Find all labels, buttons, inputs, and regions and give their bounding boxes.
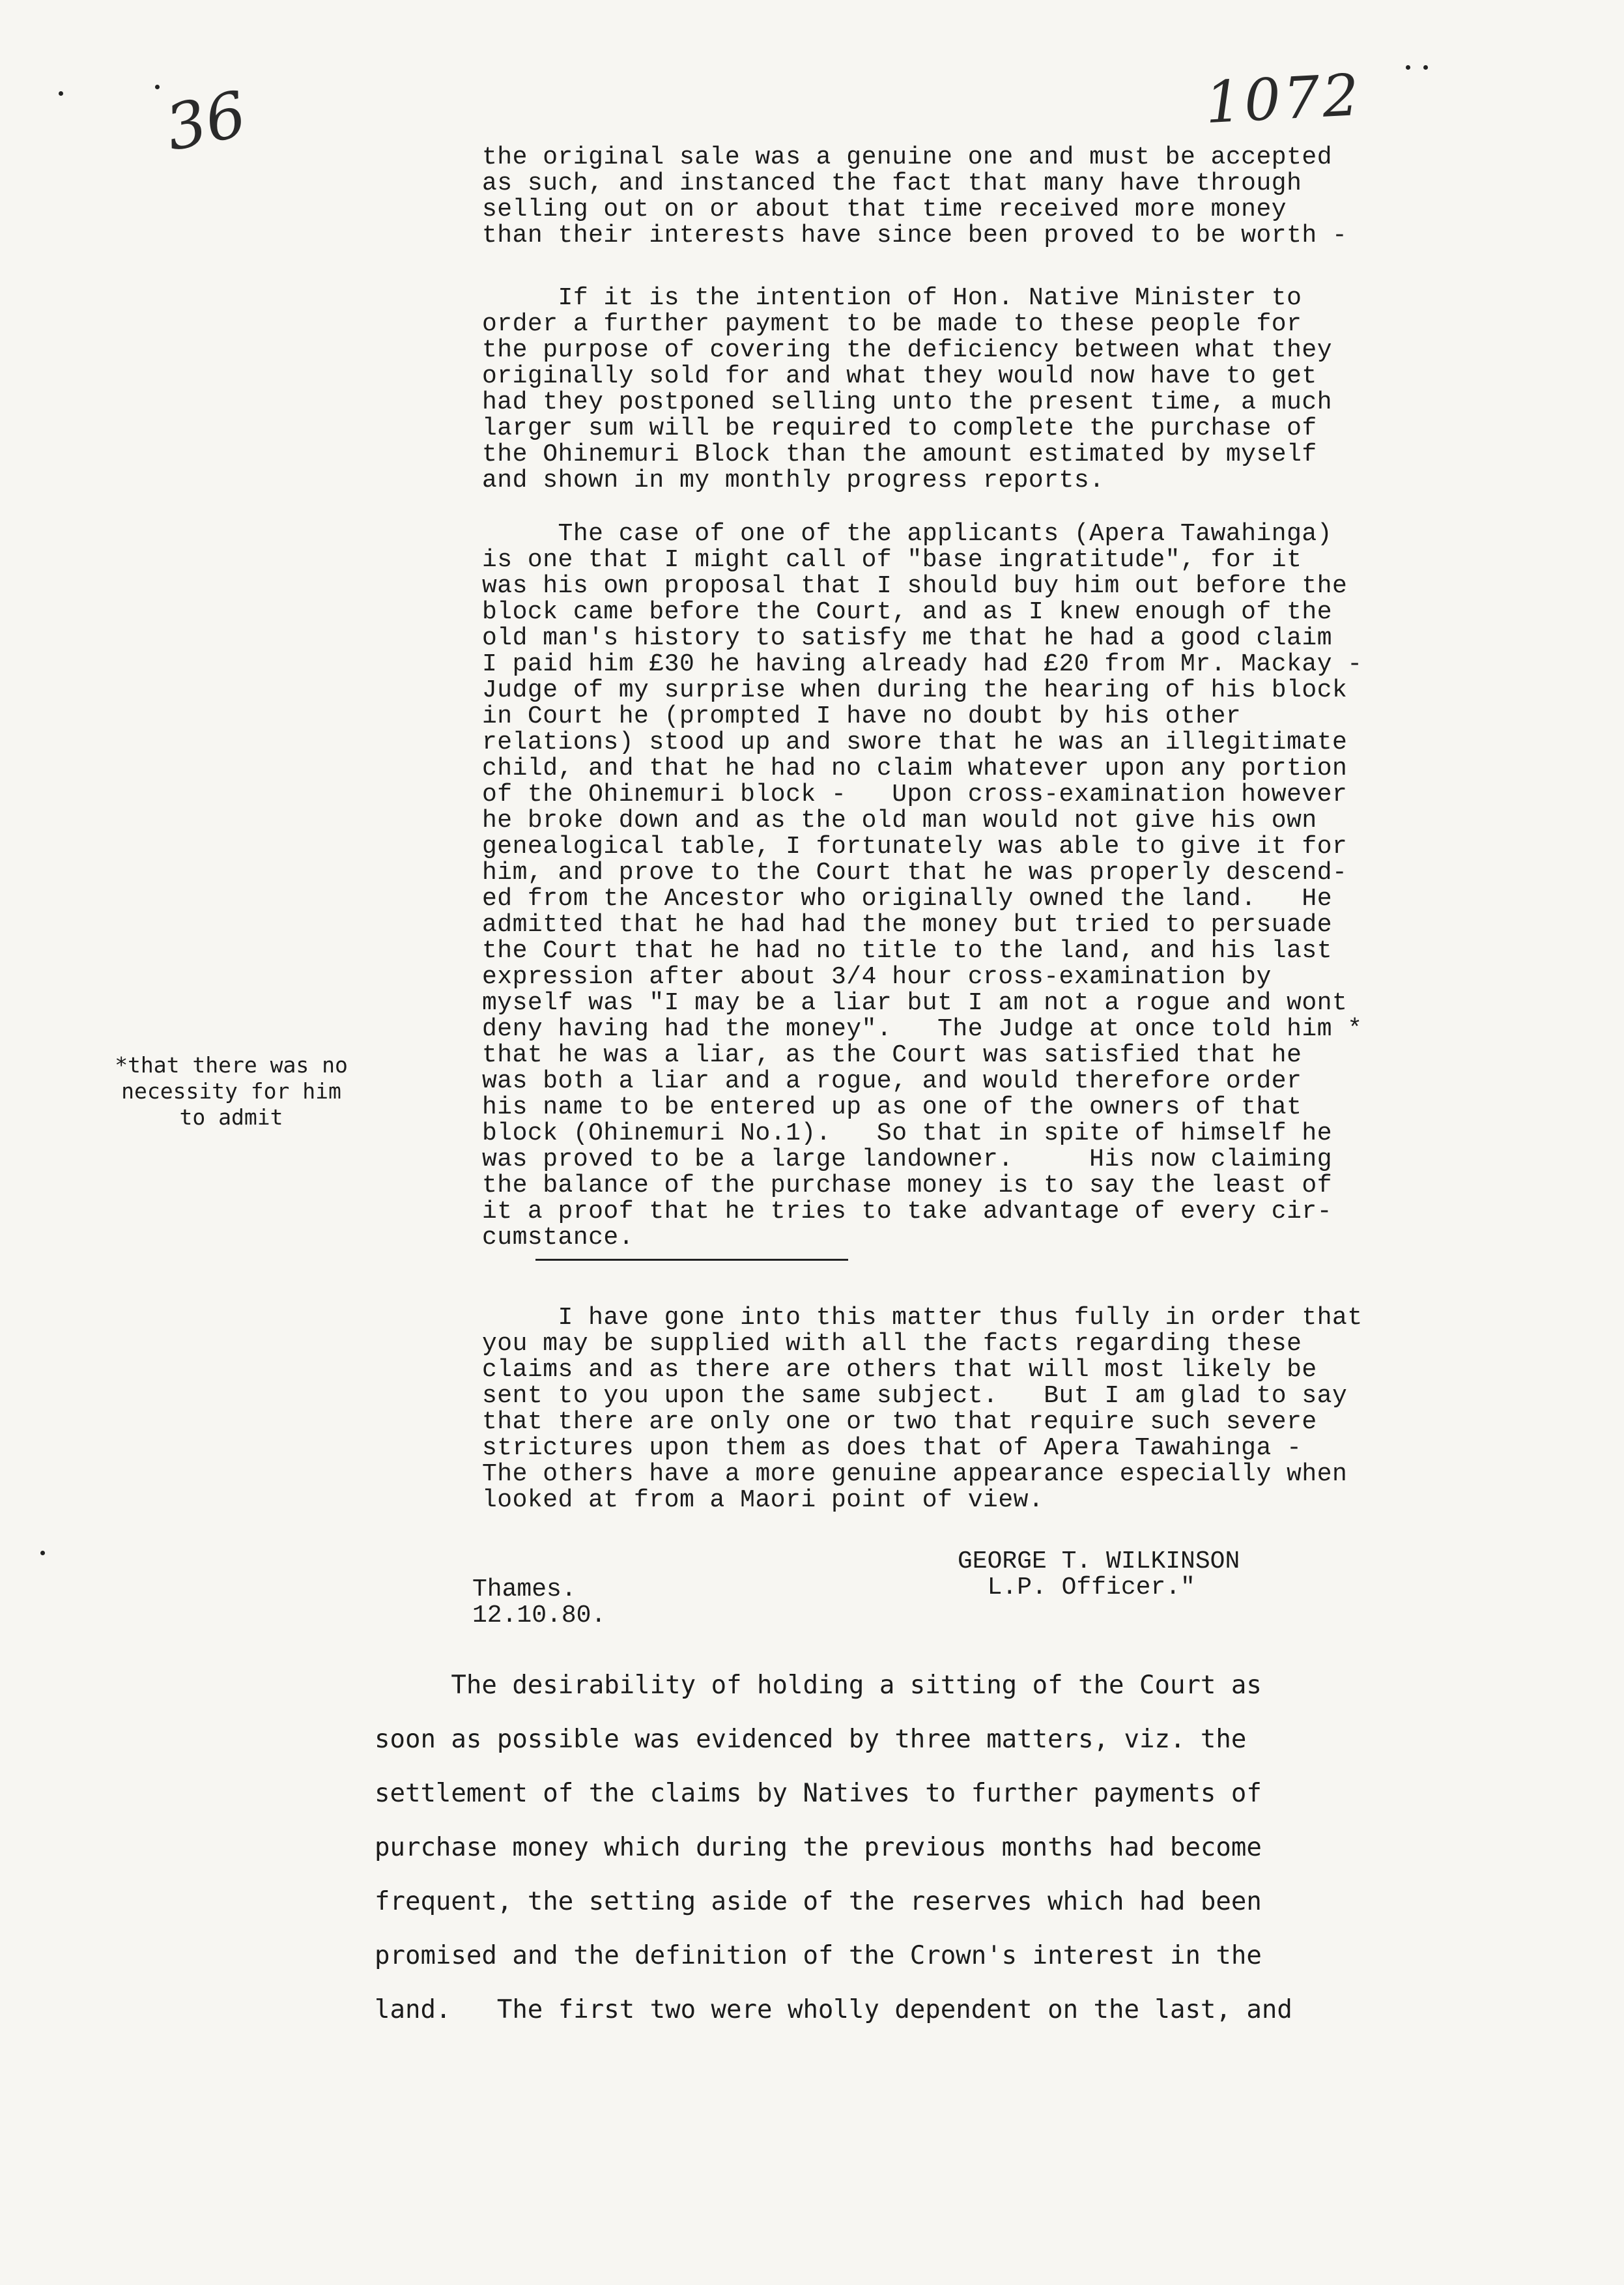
place-date: Thames. 12.10.80. <box>472 1575 606 1630</box>
signature-block: GEORGE T. WILKINSON L.P. Officer." <box>958 1547 1240 1602</box>
narrative-paragraph: The desirability of holding a sitting of the Court as soon as possible was evidenced by three matters, viz. the settlement of the claims by Natives to further payments of purchase money which during the previous months had become frequent, the setting aside of the reserves which had been promised and the definition of the Crown's interest in the land. The first two were wholly dependent on the last, and <box>375 1671 1292 2024</box>
corner-mark: 36 <box>159 77 253 165</box>
margin-dot <box>40 1551 45 1555</box>
letter-paragraph: the original sale was a genuine one and must be accepted as such, and instanced the fact that many have through selling out on or about that time received more money than their interests have since been proved to be worth - <box>482 143 1348 250</box>
letter-paragraph: I have gone into this matter thus fully in order that you may be supplied with all the facts regarding these claims and as there are others that will most likely be sent to you upon the same subject. But I am glad to say that there are only one or two that require such severe strictures upon them as does that of Apera Tawahinga - The others have a more genuine appearance especially when looked at from a Maori point of view. <box>482 1304 1363 1514</box>
margin-dot <box>1406 65 1410 70</box>
letter-paragraph: If it is the intention of Hon. Native Minister to order a further payment to be made to these people for the purpose of covering the deficiency between what they originally sold for and what they would now have to get had they postponed selling unto the present time, a much larger sum will be required to complete the purchase of the Ohinemuri Block than the amount estimated by myself and shown in my monthly progress reports. <box>482 284 1333 495</box>
folio-number: 1072 <box>1203 61 1363 137</box>
letter-paragraph: The case of one of the applicants (Apera Tawahinga) is one that I might call of "base ingratitude", for it was his own proposal that I should buy him out before the block came before the Court, and as I knew enough of the old man's history to satisfy me that he had a good claim I paid him £30 he having already had £20 from Mr. Mackay - Judge of my surprise when during the hearing of his block in Court he (prompted I have no doubt by his other relations) stood up and swore that he was an illegitimate child, and that he had no claim whatever upon any portion of the Ohinemuri block - Upon cross-examination however he broke down and as the old man would not give his own genealogical table, I fortunately was able to give it for him, and prove to the Court that he was properly descend- ed from the Ancestor who originally owned the land. He admitted that he had had the money but tried to persuade the Court that he had no title to the land, and his last expression after about 3/4 hour cross-examination by myself was "I may be a liar but I am not a rogue and wont deny having had the money". The Judge at once told him * that he was a liar, as the Court was satisfied that he was both a liar and a rogue, and would therefore order his name to be entered up as one of the owners of that block (Ohinemuri No.1). So that in spite of himself he was proved to be a large landowner. His now claiming the balance of the purchase money is to say the least of it a proof that he tries to take advantage of every cir- cumstance. <box>482 520 1363 1252</box>
margin-annotation: *that there was no necessity for him to admit <box>115 1052 348 1130</box>
margin-dot <box>155 85 160 89</box>
handwritten-underline <box>535 1259 848 1261</box>
margin-dot <box>59 91 63 96</box>
margin-dot <box>1423 65 1428 70</box>
